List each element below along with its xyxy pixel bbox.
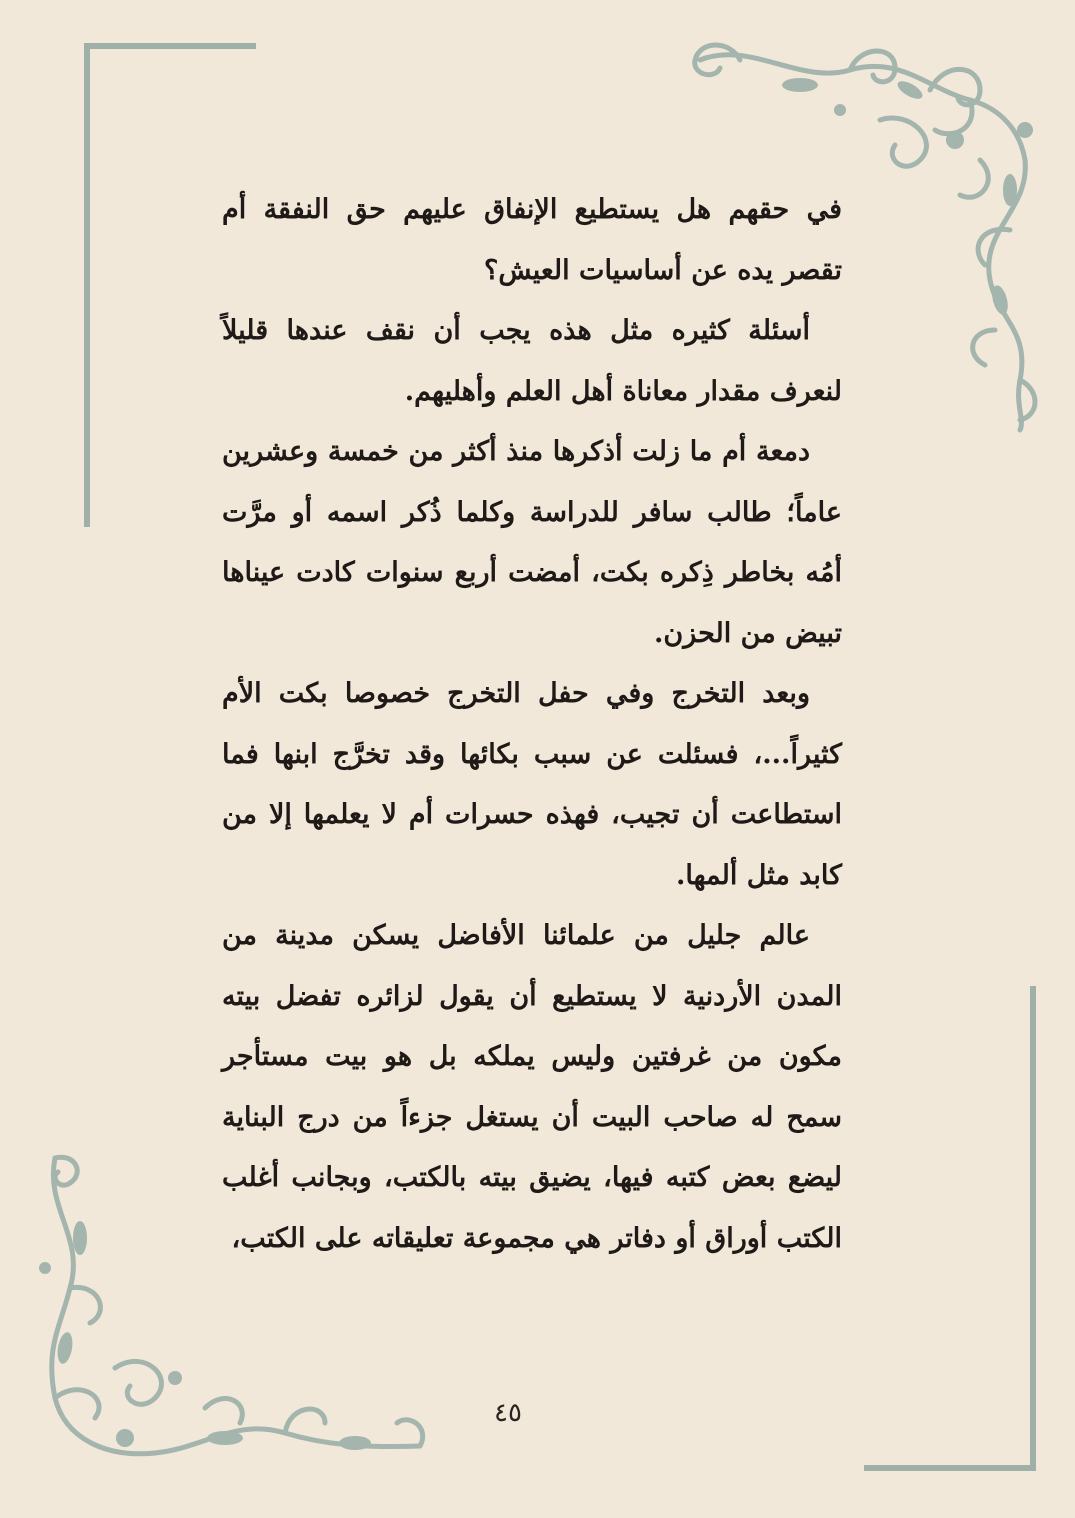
paragraph: وبعد التخرج وفي حفل التخرج خصوصا بكت الأم كثيراً...، فسئلت عن سبب بكائها وقد تخرَّج ابنها فما استطاعت أن تجيب، فهذه حسرات أم لا يعلمها إلا من كابد مثل ألمها. [222, 678, 842, 891]
paragraph: في حقهم هل يستطيع الإنفاق عليهم حق النفقة أم تقصر يده عن أساسيات العيش؟ [222, 194, 842, 286]
paragraph: أسئلة كثيره مثل هذه يجب أن نقف عندها قليلاً لنعرف مقدار معاناة أهل العلم وأهليهم. [222, 315, 842, 407]
paragraph: عالم جليل من علمائنا الأفاضل يسكن مدينة من المدن الأردنية لا يستطيع أن يقول لزائره تفضل بيته مكون من غرفتين وليس يملكه بل هو بيت مستأجر سمح له صاحب البيت أن يستغل جزءاً من درج البناية ليضع بعض كتبه فيها، يضيق بيته بالكتب، وبجانب أغلب الكتب أوراق أو دفاتر هي مجموعة تعليقاته على الكتب، [222, 920, 842, 1254]
frame-top-left-vertical [84, 43, 90, 527]
frame-bottom-right-vertical [1030, 986, 1036, 1470]
frame-bottom-right-horizontal [864, 1465, 1036, 1471]
page-number: ٤٥ [494, 1398, 522, 1428]
body-text [222, 180, 842, 1269]
frame-top-left-horizontal [84, 43, 256, 49]
paragraph: دمعة أم ما زلت أذكرها منذ أكثر من خمسة وعشرين عاماً؛ طالب سافر للدراسة وكلما ذُكر اسمه أو مرَّت أمُه بخاطر ذِكره بكت، أمضت أربع سنوات كادت عيناها تبيض من الحزن. [222, 436, 842, 649]
